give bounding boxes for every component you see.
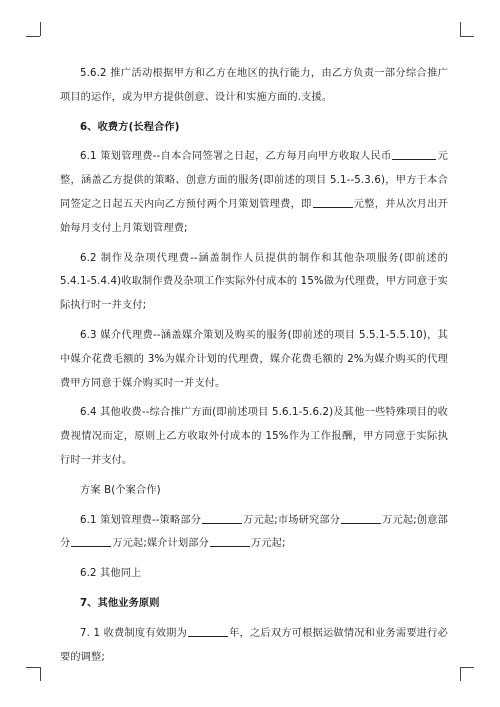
section-heading bbox=[60, 592, 448, 616]
fill-in-blank[interactable] bbox=[210, 535, 250, 547]
paragraph bbox=[60, 509, 448, 557]
paragraph-text: 6.1 策划管理费--策略部分 bbox=[80, 514, 202, 526]
paragraph bbox=[60, 145, 448, 240]
fill-in-blank[interactable] bbox=[313, 196, 353, 208]
paragraph bbox=[60, 247, 448, 318]
paragraph-text: 万元起; bbox=[250, 538, 286, 550]
crop-mark-top-left bbox=[40, 22, 41, 36]
paragraph-text: 元整，并从次月出开始每月支付上月策划管理费; bbox=[60, 198, 448, 234]
crop-mark-top-right bbox=[460, 22, 461, 36]
fill-in-blank[interactable] bbox=[188, 625, 228, 637]
paragraph bbox=[60, 479, 448, 503]
crop-mark-top-left bbox=[26, 36, 40, 37]
paragraph-text: 6.1 策划管理费--自本合同签署之日起，乙方每月向甲方收取人民币 bbox=[80, 151, 392, 163]
paragraph-text: 年，之后双方可根据运做情况和业务需要进行必要的调整; bbox=[60, 627, 448, 663]
paragraph bbox=[60, 401, 448, 472]
paragraph bbox=[60, 562, 448, 586]
heading-text: 7、其他业务原则 bbox=[80, 597, 160, 609]
document-body bbox=[60, 62, 448, 669]
fill-in-blank[interactable] bbox=[71, 535, 111, 547]
crop-mark-top-right bbox=[460, 36, 474, 37]
paragraph-text: 7. 1 收费制度有效期为 bbox=[80, 627, 188, 639]
paragraph bbox=[60, 324, 448, 395]
paragraph-text: 6.2 其他同上 bbox=[80, 568, 142, 580]
paragraph bbox=[60, 622, 448, 670]
crop-mark-bottom-left bbox=[26, 667, 40, 668]
paragraph-text: 方案 B(个案合作) bbox=[80, 484, 161, 496]
fill-in-blank[interactable] bbox=[341, 512, 381, 524]
paragraph-text: 5.6.2 推广活动根据甲方和乙方在地区的执行能力，由乙方负责一部分综合推广项目的运作，或为甲方提供创意、设计和实施方面的.支援。 bbox=[60, 68, 448, 103]
fill-in-blank[interactable] bbox=[202, 512, 242, 524]
crop-mark-bottom-left bbox=[40, 667, 41, 681]
paragraph-text: 6.3 媒介代理费--涵盖媒介策划及购买的服务(即前述的项目 5.5.1-5.5.10)，其中媒介花费毛额的 3%为媒介计划的代理费，媒介花费毛额的 2%为媒介购买的代理费甲方同意于媒介购买时一并支付。 bbox=[60, 329, 448, 389]
paragraph bbox=[60, 62, 448, 110]
crop-mark-bottom-right bbox=[460, 667, 461, 681]
fill-in-blank[interactable] bbox=[392, 148, 436, 160]
paragraph-text: 万元起;媒介计划部分 bbox=[112, 538, 209, 550]
heading-text: 6、收费方(长程合作) bbox=[80, 121, 180, 133]
crop-mark-bottom-right bbox=[460, 667, 474, 668]
paragraph-text: 6.2 制作及杂项代理费--涵盖制作人员提供的制作和其他杂项服务(即前述的 5.4.1-5.4.4)收取制作费及杂项工作实际外付成本的 15%做为代理费，甲方同意于实际执行时一并支付; bbox=[60, 252, 448, 312]
paragraph-text: 元整，涵盖乙方提供的策略、创意方面的服务(即前述的项目 5.1--5.3.6)，甲方于本合同签定之日起五天内向乙方预付两个月策划管理费，即 bbox=[60, 151, 448, 210]
section-heading bbox=[60, 116, 448, 140]
paragraph-text: 6.4 其他收费--综合推广方面(即前述项目 5.6.1-5.6.2)及其他一些特殊项目的收费视情况而定，原则上乙方收取外付成本的 15%作为工作报酬，甲方同意于实际执行时一并支付。 bbox=[60, 407, 448, 466]
paragraph-text: 万元起;市场研究部分 bbox=[243, 514, 341, 526]
paragraph-text: 万元起;创意部分 bbox=[60, 514, 448, 550]
